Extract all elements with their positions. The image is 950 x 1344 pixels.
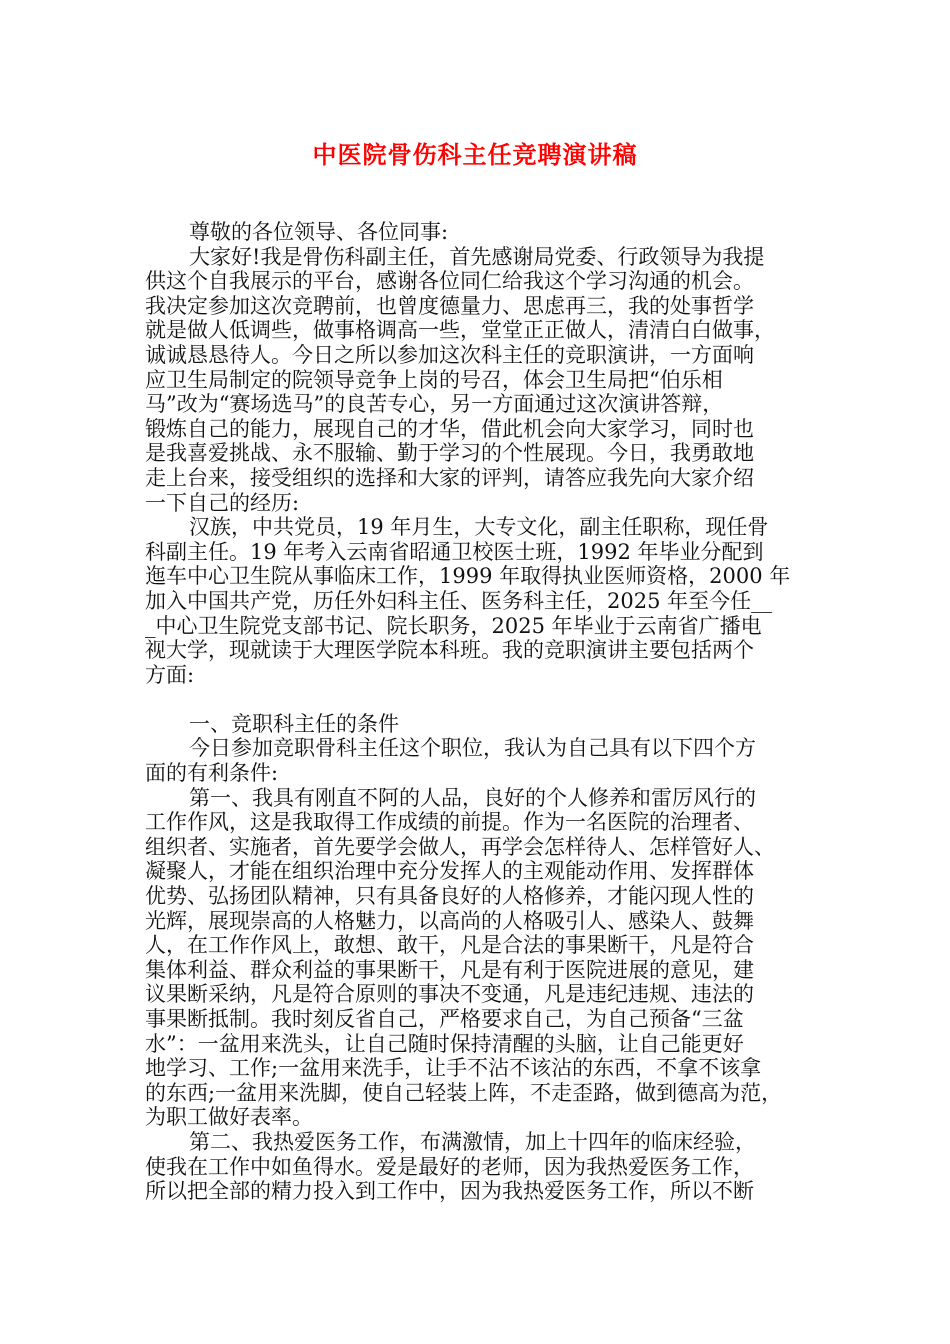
paragraph-line: 组织者、实施者，首先要学会做人，再学会怎样待人、怎样管好人、 — [145, 834, 775, 859]
paragraph-line: 第一、我具有刚直不阿的人品，良好的个人修养和雷厉风行的 — [189, 785, 756, 810]
paragraph-line: 一下自己的经历: — [145, 490, 300, 515]
paragraph-line: 事果断抵制。我时刻反省自己，严格要求自己，为自己预备“三盆 — [145, 1007, 744, 1031]
paragraph-line: 水”：一盆用来洗头，让自己随时保持清醒的头脑，让自己能更好 — [145, 1031, 744, 1056]
paragraph-line: _中心卫生院党支部书记、院长职务，2025 年毕业于云南省广播电 — [145, 613, 762, 638]
paragraph-line: 我决定参加这次竞聘前，也曾度德量力、思虑再三，我的处事哲学 — [145, 293, 754, 318]
paragraph-line: 锻炼自己的能力，展现自己的才华，借此机会向大家学习，同时也 — [145, 416, 754, 441]
paragraph-line: 为职工做好表率。 — [145, 1105, 313, 1130]
paragraph-line: 科副主任。19 年考入云南省昭通卫校医士班，1992 年毕业分配到 — [145, 539, 764, 564]
document-title: 中医院骨伤科主任竞聘演讲稿 — [312, 141, 638, 169]
paragraph-line: 人，在工作作风上，敢想、敢干，凡是合法的事果断干，凡是符合 — [145, 933, 754, 958]
paragraph-line: 集体利益、群众利益的事果断干，凡是有利于医院进展的意见，建 — [145, 957, 754, 982]
paragraph-line: 应卫生局制定的院领导竞争上岗的号召，体会卫生局把“伯乐相 — [145, 367, 723, 392]
paragraph-line: 地学习、工作;一盆用来洗手，让手不沾不该沾的东西，不拿不该拿 — [145, 1056, 762, 1081]
paragraph-line: 马”改为“赛场选马”的良苦专心，另一方面通过这次演讲答辩， — [145, 392, 724, 417]
paragraph-line: 视大学，现就读于大理医学院本科班。我的竞职演讲主要包括两个 — [145, 638, 754, 663]
paragraph-line: 议果断采纳，凡是符合原则的事决不变通，凡是违纪违规、违法的 — [145, 982, 754, 1007]
greeting-line: 尊敬的各位领导、各位同事: — [189, 220, 449, 244]
paragraph-line: 今日参加竞职骨科主任这个职位，我认为自己具有以下四个方 — [189, 736, 756, 761]
paragraph-line: 诚诚恳恳待人。今日之所以参加这次科主任的竞职演讲，一方面响 — [145, 342, 754, 367]
paragraph-line: 使我在工作中如鱼得水。爱是最好的老师，因为我热爱医务工作， — [145, 1154, 754, 1179]
paragraph-line: 所以把全部的精力投入到工作中，因为我热爱医务工作，所以不断 — [145, 1179, 754, 1204]
paragraph-line: 汉族，中共党员，19 年月生，大专文化，副主任职称，现任骨 — [189, 515, 769, 540]
paragraph-gap — [145, 687, 817, 712]
paragraph-line: 的东西;一盆用来洗脚，使自己轻装上阵，不走歪路，做到德高为范， — [145, 1080, 783, 1105]
paragraph-line: 方面: — [145, 662, 195, 687]
paragraph-line: 优势、弘扬团队精神，只有具备良好的人格修养，才能闪现人性的 — [145, 884, 754, 909]
paragraph-line: 面的有利条件: — [145, 761, 279, 786]
paragraph-line: 是我喜爱挑战、永不服输、勤于学习的个性展现。今日，我勇敢地 — [145, 441, 754, 466]
section-heading: 一、竞职科主任的条件 — [189, 711, 399, 736]
paragraph-line: 供这个自我展示的平台，感谢各位同仁给我这个学习沟通的机会。 — [145, 269, 754, 294]
paragraph-line: 加入中国共产党，历任外妇科主任、医务科主任，2025 年至今任__ — [145, 588, 773, 613]
paragraph-line: 就是做人低调些，做事格调高一些，堂堂正正做人，清清白白做事， — [145, 318, 775, 343]
paragraph-line: 迤车中心卫生院从事临床工作，1999 年取得执业医师资格，2000 年 — [145, 564, 791, 589]
paragraph-line: 第二、我热爱医务工作，布满激情，加上十四年的临床经验， — [189, 1129, 756, 1154]
paragraph-line: 走上台来，接受组织的选择和大家的评判，请答应我先向大家介绍 — [145, 465, 754, 490]
paragraph-line: 凝聚人，才能在组织治理中充分发挥人的主观能动作用、发挥群体 — [145, 859, 754, 884]
paragraph-line: 光辉，展现崇高的人格魅力，以高尚的人格吸引人、感染人、鼓舞 — [145, 908, 754, 933]
document-body — [145, 220, 817, 1204]
paragraph-line: 工作作风，这是我取得工作成绩的前提。作为一名医院的治理者、 — [145, 810, 754, 835]
paragraph-line: 大家好!我是骨伤科副主任，首先感谢局党委、行政领导为我提 — [189, 244, 765, 269]
